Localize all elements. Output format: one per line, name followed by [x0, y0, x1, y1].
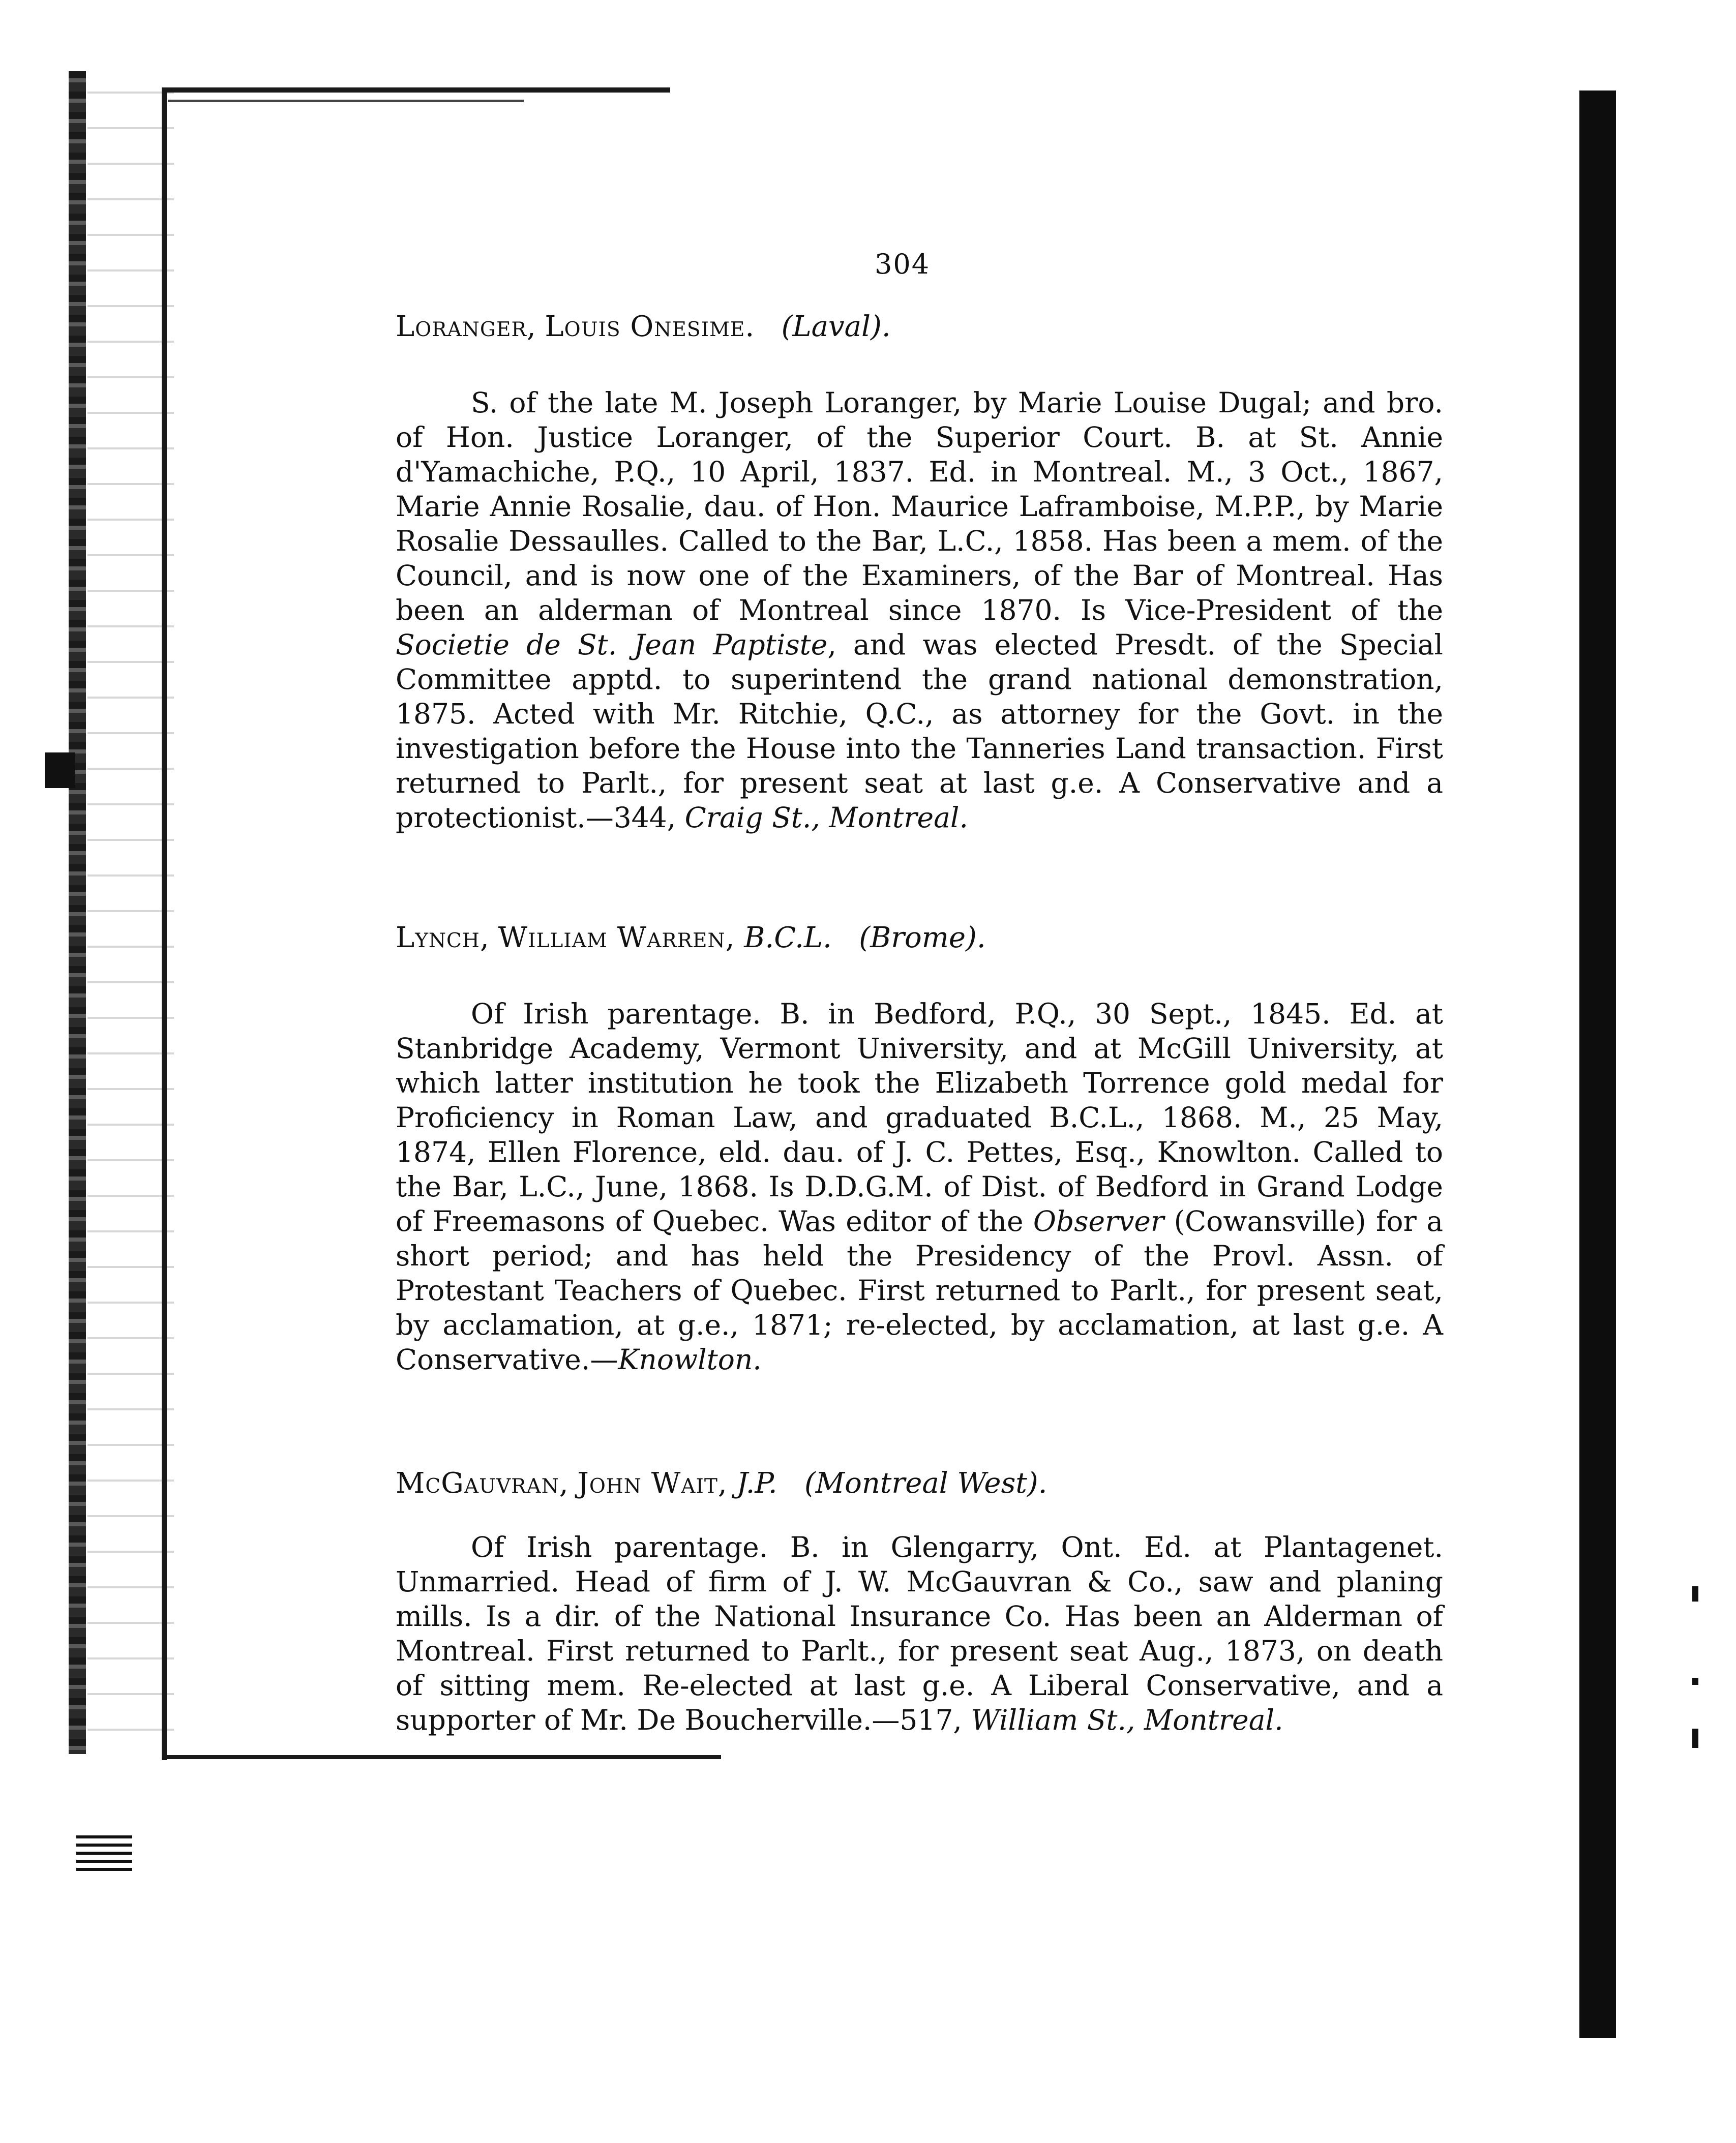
scan-frame-left-line: [162, 87, 167, 1760]
entry-body: [396, 997, 1443, 1377]
entry-constituency: (Montreal West).: [804, 1467, 1047, 1500]
entry-surname: Lynch: [396, 921, 480, 954]
entry-surname: McGauvran: [396, 1467, 559, 1500]
scan-right-dark-bar: [1579, 90, 1616, 2038]
entry-heading: [396, 921, 1443, 955]
scan-edge-mark: [1692, 1678, 1698, 1685]
biography-entry: [396, 1467, 1443, 1737]
scan-binding-edge: [69, 71, 86, 1754]
scan-edge-mark: [1692, 1729, 1698, 1748]
entry-qualifier: J.P.: [736, 1467, 777, 1500]
scan-speckle: [87, 76, 174, 1754]
entry-address: Knowlton.: [618, 1343, 762, 1376]
heading-spacer: .: [745, 310, 782, 343]
biography-entry: [396, 921, 1443, 1377]
scan-frame-bottom-line: [162, 1755, 721, 1759]
heading-spacer: [832, 921, 859, 954]
heading-spacer: [728, 1467, 737, 1500]
entry-address: Craig St., Montreal.: [684, 801, 968, 834]
heading-comma: ,: [559, 1467, 578, 1500]
entry-address: William St., Montreal.: [971, 1704, 1283, 1736]
heading-comma: ,: [526, 310, 545, 343]
scan-edge-mark: [1692, 1586, 1698, 1602]
entry-heading: [396, 310, 1443, 344]
entry-body-italic: Observer: [1033, 1205, 1164, 1237]
scan-frame-top-line: [162, 87, 670, 93]
heading-spacer: [777, 1467, 804, 1500]
page-number: 304: [875, 248, 931, 280]
entry-constituency: (Laval).: [781, 310, 891, 343]
entry-constituency: (Brome).: [859, 921, 986, 954]
entry-given-names: John Wait,: [577, 1467, 728, 1500]
entry-body: [396, 1530, 1443, 1737]
entry-body-italic: Societie de St. Jean Paptiste: [396, 628, 828, 661]
entry-given-names: William Warren,: [498, 921, 735, 954]
entry-heading: [396, 1467, 1443, 1500]
scan-ruled-marks: [76, 1835, 132, 1871]
scan-frame-top-line-inner: [168, 100, 524, 102]
heading-comma: ,: [480, 921, 498, 954]
entry-body-text: Of Irish parentage. B. in Bedford, P.Q., 30 Sept., 1845. Ed. at Stanbridge Academy, Vermont University, and at McGill University, at which latter institution he took the Elizabeth Torrence gold medal for Proficiency in Roman Law, and graduated B.C.L., 1868. M., 25 May, 1874, Ellen Florence, eld. dau. of J. C. Pettes, Esq., Knowlton. Called to the Bar, L.C., June, 1868. Is D.D.G.M. of Dist. of Bedford in Grand Lodge of Freemasons of Quebec. Was editor of the: [396, 998, 1443, 1237]
entry-body-text: , and was elected Presdt. of the Special Committee apptd. to superintend the grand national demonstration, 1875. Acted with Mr. Ritchie, Q.C., as attorney for the Govt. in the investigation before the House into the Tanneries Land transaction. First returned to Parlt., for present seat at last g.e. A Conservative and a protectionist.—344,: [396, 628, 1444, 834]
entry-surname: Loranger: [396, 310, 527, 343]
scan-ink-blot: [45, 752, 75, 788]
entry-body-text: S. of the late M. Joseph Loranger, by Marie Louise Dugal; and bro. of Hon. Justice Loranger, of the Superior Court. B. at St. Annie d'Yamachiche, P.Q., 10 April, 1837. Ed. in Montreal. M., 3 Oct., 1867, Marie Annie Rosalie, dau. of Hon. Maurice Laframboise, M.P.P., by Marie Rosalie Dessaulles. Called to the Bar, L.C., 1858. Has been a mem. of the Council, and is now one of the Examiners, of the Bar of Montreal. Has been an alderman of Montreal since 1870. Is Vice-President of the: [396, 386, 1443, 626]
entry-body-text: (Cowansville) for a short period; and has held the Presidency of the Provl. Assn. of Protestant Teachers of Quebec. First returned to Parlt., for present seat, by acclamation, at g.e., 1871; re-elected, by acclamation, at last g.e. A Conservative.—: [396, 1205, 1443, 1376]
entry-body: [396, 385, 1443, 835]
entry-body-text: Of Irish parentage. B. in Glengarry, Ont. Ed. at Plantagenet. Unmarried. Head of firm of J. W. McGauvran & Co., saw and planing mills. Is a dir. of the National Insurance Co. Has been an Alderman of Montreal. First returned to Parlt., for present seat Aug., 1873, on death of sitting mem. Re-elected at last g.e. A Liberal Conservative, and a supporter of Mr. De Boucherville.—517,: [396, 1531, 1443, 1736]
heading-spacer: [735, 921, 744, 954]
entry-qualifier: B.C.L.: [744, 921, 832, 954]
entry-given-names: Louis Onesime: [545, 310, 745, 343]
biography-entry: [396, 310, 1443, 835]
